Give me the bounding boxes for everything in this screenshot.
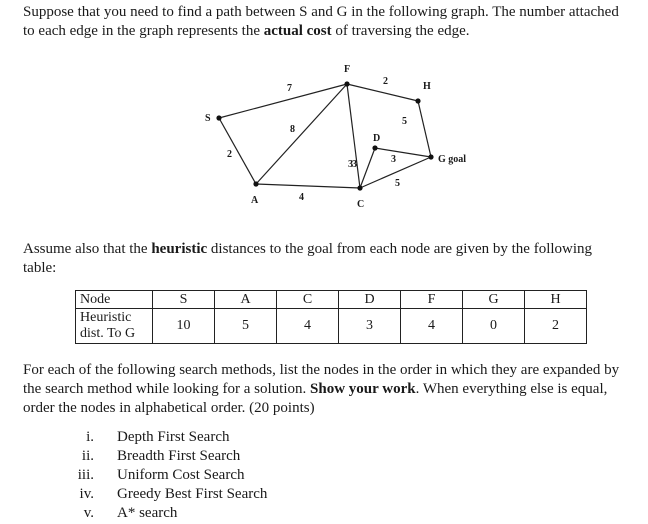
node-f-dot <box>344 81 349 86</box>
header-cell-d: D <box>339 291 401 309</box>
instructions-line-2-post: . When everything else is equal, <box>415 381 608 397</box>
list-item-number: i. <box>86 429 94 445</box>
node-a-dot <box>253 181 258 186</box>
edge-f-c <box>347 84 360 188</box>
search-graph <box>0 0 648 240</box>
cost-s-a: 2 <box>227 149 232 160</box>
list-item-label: Greedy Best First Search <box>117 486 268 502</box>
node-label-c: C <box>357 199 365 210</box>
node-c-dot <box>357 185 362 190</box>
list-item-label: Depth First Search <box>117 429 230 445</box>
cost-d-g: 3 <box>391 154 396 165</box>
assume-bold-term: heuristic <box>151 241 208 257</box>
cost-f-h: 2 <box>383 76 388 87</box>
graph-nodes <box>216 81 433 190</box>
cost-a-f: 8 <box>290 124 295 135</box>
list-item-label: A* search <box>117 505 178 521</box>
instructions-line-3: order the nodes in alphabetical order. (20 points) <box>23 400 315 416</box>
assume-line-1-post: distances to the goal from each node are given by the following <box>207 241 593 257</box>
cost-a-c: 4 <box>299 192 304 203</box>
row-label-line-1: Heuristic <box>80 310 132 325</box>
edge-h-g <box>418 101 431 157</box>
graph-node-labels <box>205 64 466 210</box>
edge-d-g <box>375 148 431 157</box>
header-cell-a: A <box>215 291 277 309</box>
heuristic-header-row <box>76 291 587 309</box>
instructions-line-1: For each of the following search methods, list the nodes in the order in which they are expanded by <box>23 362 620 378</box>
value-cell-d: 3 <box>339 309 401 344</box>
edge-a-f <box>256 84 347 184</box>
edge-a-c <box>256 184 360 188</box>
node-label-h: H <box>423 81 431 92</box>
value-cell-g: 0 <box>463 309 525 344</box>
node-d-dot <box>372 145 377 150</box>
header-label-cell: Node <box>76 291 153 309</box>
instructions-paragraph <box>23 361 638 418</box>
list-item-number: v. <box>83 505 94 521</box>
node-g-dot <box>428 154 433 159</box>
value-cell-a: 5 <box>215 309 277 344</box>
graph-edges <box>219 84 431 188</box>
cost-c-d: 3 <box>352 159 357 170</box>
header-cell-f: F <box>401 291 463 309</box>
value-cell-c: 4 <box>277 309 339 344</box>
edge-s-a <box>219 118 256 184</box>
value-cell-h: 2 <box>525 309 587 344</box>
edge-s-f <box>219 84 347 118</box>
instructions-line-2-pre: the search method while looking for a solution. <box>23 381 311 397</box>
assume-paragraph <box>23 240 635 278</box>
value-cell-f: 4 <box>401 309 463 344</box>
assume-line-2: table: <box>23 260 57 276</box>
header-cell-s: S <box>153 291 215 309</box>
node-h-dot <box>415 98 420 103</box>
cost-c-g: 5 <box>395 178 400 189</box>
value-cell-s: 10 <box>153 309 215 344</box>
list-item-number: iv. <box>79 486 94 502</box>
header-cell-c: C <box>277 291 339 309</box>
list-item-label: Uniform Cost Search <box>117 467 245 483</box>
list-item-number: iii. <box>77 467 94 483</box>
intro-line-1: Suppose that you need to find a path between S and G in the following graph. The number attached <box>23 4 619 20</box>
row-label-line-2: dist. To G <box>80 326 136 341</box>
row-label-cell <box>76 309 153 344</box>
heuristic-table <box>75 290 587 344</box>
cost-s-f: 7 <box>287 83 292 94</box>
intro-line-2-pre: to each edge in the graph represents the <box>23 23 264 39</box>
node-label-s: S <box>205 113 211 124</box>
assume-line-1-pre: Assume also that the <box>23 241 152 257</box>
list-item-label: Breadth First Search <box>117 448 241 464</box>
cost-h-g: 5 <box>402 116 407 127</box>
node-label-g: G goal <box>438 154 467 165</box>
heuristic-values-row <box>76 309 587 344</box>
intro-bold-term: actual cost <box>263 23 332 39</box>
list-item-number: ii. <box>81 448 94 464</box>
instructions-bold-term: Show your work <box>310 381 416 397</box>
node-s-dot <box>216 115 221 120</box>
intro-line-2-post: of traversing the edge. <box>331 23 470 39</box>
header-cell-h: H <box>525 291 587 309</box>
node-label-d: D <box>373 133 381 144</box>
cost-f-c: 3 <box>348 159 353 170</box>
node-label-f: F <box>344 64 351 75</box>
node-label-a: A <box>251 195 259 206</box>
header-cell-g: G <box>463 291 525 309</box>
